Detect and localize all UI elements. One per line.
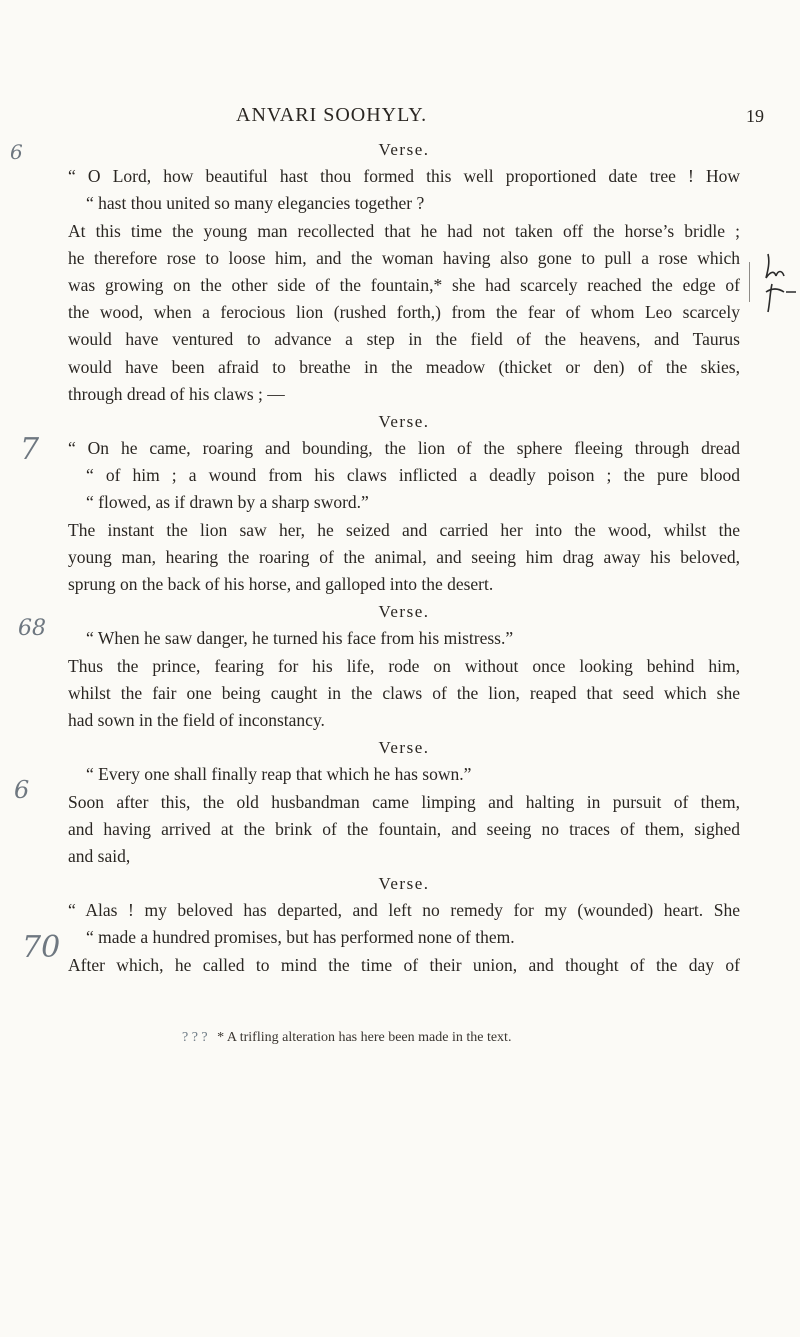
text-line: through dread of his claws ; — — [68, 383, 285, 404]
text-line: was growing on the other side of the fountain,* she had scarcely reached the edge of — [68, 274, 740, 295]
footnote-text: * A trifling alteration has here been made in the text. — [217, 1030, 512, 1045]
footnote-pencil-marks: ? ? ? — [182, 1030, 208, 1045]
verse-heading: Verse. — [378, 411, 430, 431]
text-line: “ flowed, as if drawn by a sharp sword.” — [86, 492, 369, 513]
text-line: At this time the young man recollected that he had not taken off the horse’s bridle ; — [68, 220, 740, 241]
text-line: “ Every one shall finally reap that which he has sown.” — [86, 764, 472, 785]
text-line: young man, hearing the roaring of the animal, and seeing him drag away his beloved, — [68, 546, 740, 567]
margin-pencil-mark: 6 — [14, 776, 30, 804]
verse-heading: Verse. — [378, 140, 430, 159]
text-line: “ of him ; a wound from his claws inflicted a deadly poison ; the pure blood — [86, 465, 740, 486]
text-line: would have ventured to advance a step in the field of the heavens, and Taurus — [68, 329, 740, 350]
text-line: Soon after this, the old husbandman came limping and halting in pursuit of them, — [68, 791, 740, 812]
verse-heading: Verse. — [378, 602, 430, 622]
text-line: “ hast thou united so many elegancies together ? — [86, 193, 425, 214]
margin-pencil-mark: 7 — [20, 432, 40, 467]
running-header — [0, 104, 800, 134]
text-line: sprung on the back of his horse, and galloped into the desert. — [68, 574, 494, 594]
margin-pencil-mark: 68 — [18, 616, 46, 641]
text-line: “ When he saw danger, he turned his face from his mistress.” — [86, 628, 514, 649]
text-line: and having arrived at the brink of the fountain, and seeing no traces of them, sighed — [68, 818, 740, 839]
text-line: he therefore rose to loose him, and the woman having also gone to pull a rose which — [68, 247, 740, 268]
footnote — [182, 1030, 511, 1046]
text-line: The instant the lion saw her, he seized and carried her into the wood, whilst the — [68, 519, 740, 540]
body-text — [68, 136, 740, 979]
text-line: the wood, when a ferocious lion (rushed forth,) from the fear of whom Leo scarcely — [68, 302, 740, 323]
text-line: “ Alas ! my beloved has departed, and left no remedy for my (wounded) heart. She — [68, 900, 740, 921]
verse-heading: Verse. — [378, 874, 430, 894]
text-line: After which, he called to mind the time of their union, and thought of the day of — [68, 954, 740, 975]
text-line: “ O Lord, how beautiful hast thou formed this well proportioned date tree ! How — [68, 166, 740, 187]
text-line: whilst the fair one being caught in the claws of the lion, reaped that seed which she — [68, 682, 740, 703]
handwritten-marginalia — [760, 248, 800, 318]
verse-heading: Verse. — [378, 738, 430, 758]
header-title: ANVARI SOOHYLY. — [236, 104, 428, 126]
text-line: and said, — [68, 845, 131, 866]
page-number: 19 — [746, 106, 764, 126]
text-line: would have been afraid to breathe in the meadow (thicket or den) of the skies, — [68, 356, 740, 377]
text-line: “ On he came, roaring and bounding, the lion of the sphere fleeing through dread — [68, 438, 740, 459]
text-line: Thus the prince, fearing for his life, rode on without once looking behind him, — [68, 655, 740, 676]
margin-line — [749, 262, 750, 302]
margin-pencil-mark: 6 — [10, 140, 23, 164]
margin-pencil-mark: 70 — [22, 930, 61, 965]
text-line: had sown in the field of inconstancy. — [68, 709, 325, 730]
text-line: “ made a hundred promises, but has performed none of them. — [86, 927, 515, 948]
